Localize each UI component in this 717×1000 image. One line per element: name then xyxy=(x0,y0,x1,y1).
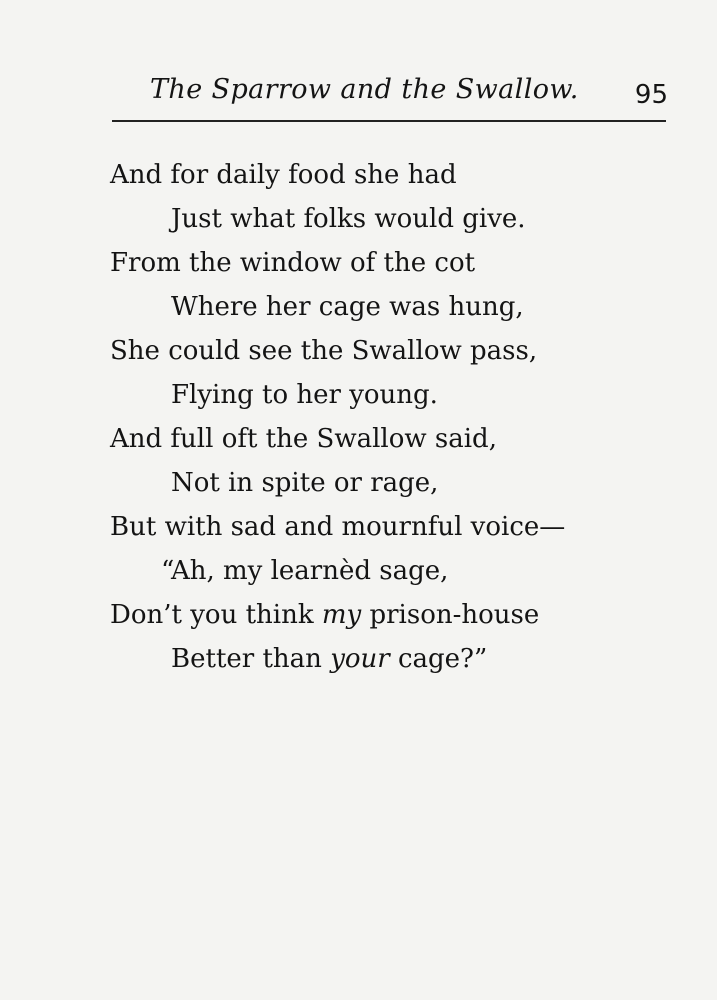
header-rule xyxy=(112,120,666,122)
page-number: 95 xyxy=(634,80,668,110)
poem-line xyxy=(171,644,487,674)
emphasized-word: your xyxy=(330,644,390,674)
poem-line xyxy=(110,600,539,630)
poem-line: Where her cage was hung, xyxy=(171,292,524,322)
line-text: Don’t you think xyxy=(110,600,322,630)
poem-line: “Ah, my learnèd sage, xyxy=(161,556,449,586)
poem-line: She could see the Swallow pass, xyxy=(110,336,538,366)
line-text: cage?” xyxy=(389,644,488,674)
poem-line: And full oft the Swallow said, xyxy=(110,424,497,454)
poem-line: And for daily food she had xyxy=(110,160,457,190)
poem-line: Not in spite or rage, xyxy=(171,468,439,498)
running-head xyxy=(112,74,668,114)
running-title: The Sparrow and the Swallow. xyxy=(150,74,579,105)
poem-line: Flying to her young. xyxy=(171,380,438,410)
line-text: prison-house xyxy=(361,600,540,630)
emphasized-word: my xyxy=(321,600,362,630)
poem-line: From the window of the cot xyxy=(110,248,476,278)
line-text: Better than xyxy=(171,644,331,674)
poem-line: Just what folks would give. xyxy=(171,204,526,234)
poem-line: But with sad and mournful voice— xyxy=(110,512,566,542)
